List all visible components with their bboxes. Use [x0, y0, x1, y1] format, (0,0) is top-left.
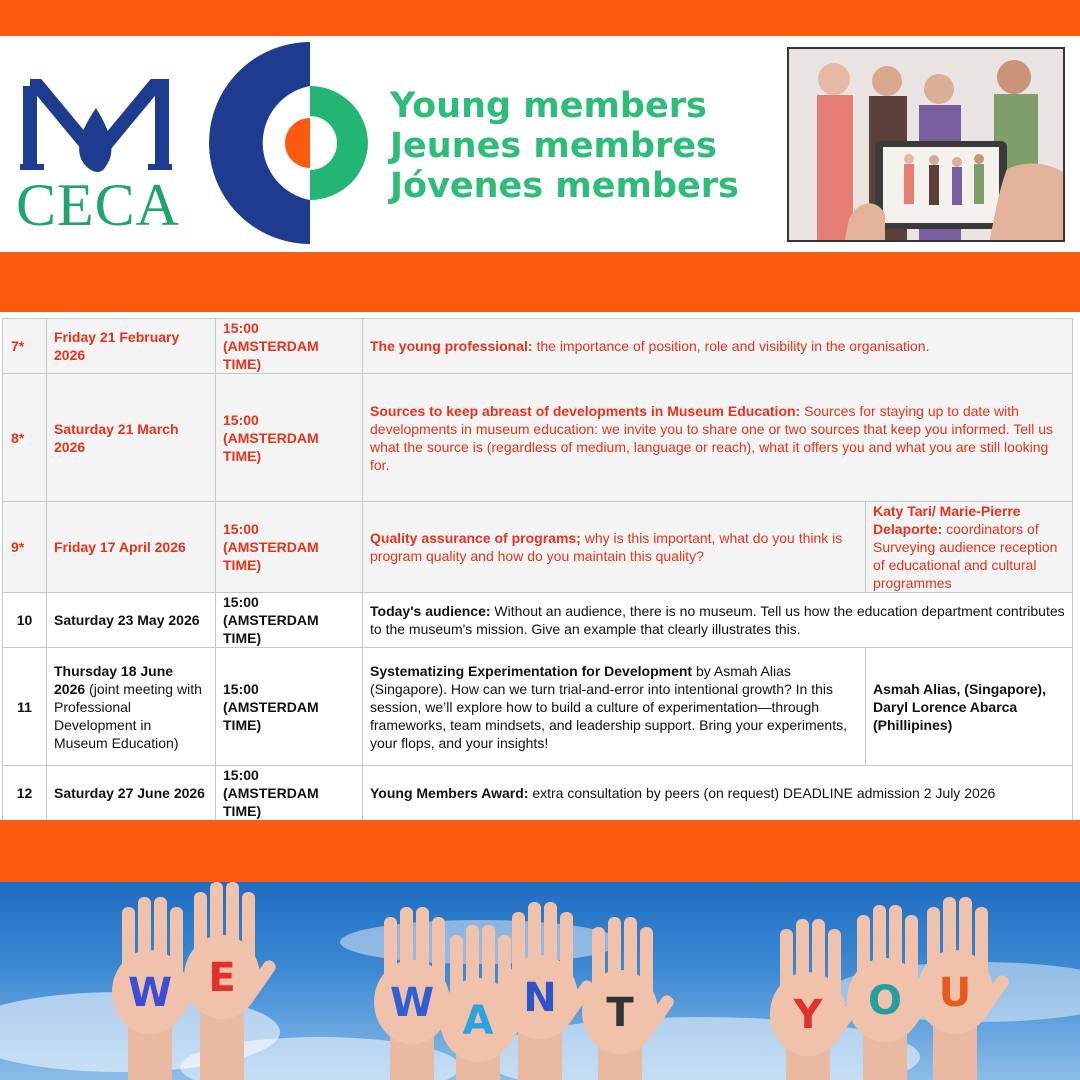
- session-date: Saturday 21 March 2026: [47, 374, 216, 502]
- group-photo-image: [789, 49, 1065, 242]
- title-french: Jeunes membres: [390, 126, 717, 166]
- session-date: Saturday 27 June 2026: [47, 766, 216, 821]
- hand-letter: T: [606, 990, 634, 1036]
- hand-letter: W: [127, 970, 173, 1016]
- hand-9: [917, 897, 1011, 1080]
- young-members-titles: [390, 86, 739, 206]
- session-date: Friday 17 April 2026: [47, 502, 216, 593]
- session-topic: The young professional: the importance of position, role and visibility in the organisation.: [363, 319, 1073, 374]
- hand-letter: N: [523, 975, 557, 1021]
- session-topic: Young Members Award: extra consultation by peers (on request) DEADLINE admission 2 July 2026: [363, 766, 1073, 821]
- session-time: 15:00 (AMSTERDAM TIME): [216, 374, 363, 502]
- session-date: Thursday 18 June 2026 (joint meeting with Professional Development in Museum Education): [47, 648, 216, 766]
- hand-letter: Y: [793, 992, 823, 1038]
- session-number: 7*: [3, 319, 47, 374]
- session-number: 8*: [3, 374, 47, 502]
- hands-illustration: [0, 882, 1080, 1080]
- session-time: 15:00 (AMSTERDAM TIME): [216, 593, 363, 648]
- session-number: 12: [3, 766, 47, 821]
- session-topic: Quality assurance of programs; why is this important, what do you think is program quality and how do you maintain this quality?: [363, 502, 866, 593]
- top-orange-band: [0, 0, 1080, 36]
- session-number: 9*: [3, 502, 47, 593]
- header: [0, 36, 1080, 252]
- lower-orange-band: [0, 820, 1080, 882]
- session-time: 15:00 (AMSTERDAM TIME): [216, 766, 363, 821]
- hand-letter: E: [208, 955, 236, 1001]
- session-date: Friday 21 February 2026: [47, 319, 216, 374]
- table-row: [3, 319, 1073, 374]
- middle-orange-band: [0, 252, 1080, 312]
- session-speaker: Asmah Alias, (Singapore), Daryl Lorence Abarca (Phillipines): [866, 648, 1073, 766]
- title-english: Young members: [390, 86, 707, 126]
- hand-letter: U: [938, 970, 972, 1016]
- table-row: [3, 502, 1073, 593]
- table-row: [3, 766, 1073, 821]
- hand-letter: W: [389, 980, 435, 1026]
- group-photo: [787, 47, 1065, 242]
- session-number: 11: [3, 648, 47, 766]
- table-row: [3, 593, 1073, 648]
- title-spanish: Jóvenes members: [390, 166, 739, 206]
- session-time: 15:00 (AMSTERDAM TIME): [216, 319, 363, 374]
- young-members-logo-icon: [200, 40, 390, 246]
- ceca-logo-text: CECA: [15, 172, 181, 238]
- schedule-section: [0, 312, 1080, 820]
- session-date: Saturday 23 May 2026: [47, 593, 216, 648]
- session-topic: Systematizing Experimentation for Development by Asmah Alias (Singapore). How can we turn trial-and-error into intentional growth? In this session, we’ll explore how to build a culture of experimentation—through frameworks, team mindsets, and leadership support. Bring your experiments, your flops, and your insights!: [363, 648, 866, 766]
- session-topic: Sources to keep abreast of developments in Museum Education: Sources for staying up to date with developments in museum education: we invite you to share one or two sources that keep you informed. Tell us what the source is (regardless of medium, language or reach), what it offers you and what you are still looking for.: [363, 374, 1073, 502]
- session-speaker: Katy Tari/ Marie-Pierre Delaporte: coordinators of Surveying audience reception of educational and cultural programmes: [866, 502, 1073, 593]
- hand-letter: O: [867, 978, 903, 1024]
- session-topic: Today's audience: Without an audience, there is no museum. Tell us how the education department contributes to the museum's mission. Give an example that clearly illustrates this.: [363, 593, 1073, 648]
- hand-letter: A: [462, 998, 494, 1044]
- session-time: 15:00 (AMSTERDAM TIME): [216, 502, 363, 593]
- schedule-table: [2, 318, 1073, 821]
- session-number: 10: [3, 593, 47, 648]
- table-row: [3, 374, 1073, 502]
- session-time: 15:00 (AMSTERDAM TIME): [216, 648, 363, 766]
- table-row: [3, 648, 1073, 766]
- we-want-you-banner: [0, 882, 1080, 1080]
